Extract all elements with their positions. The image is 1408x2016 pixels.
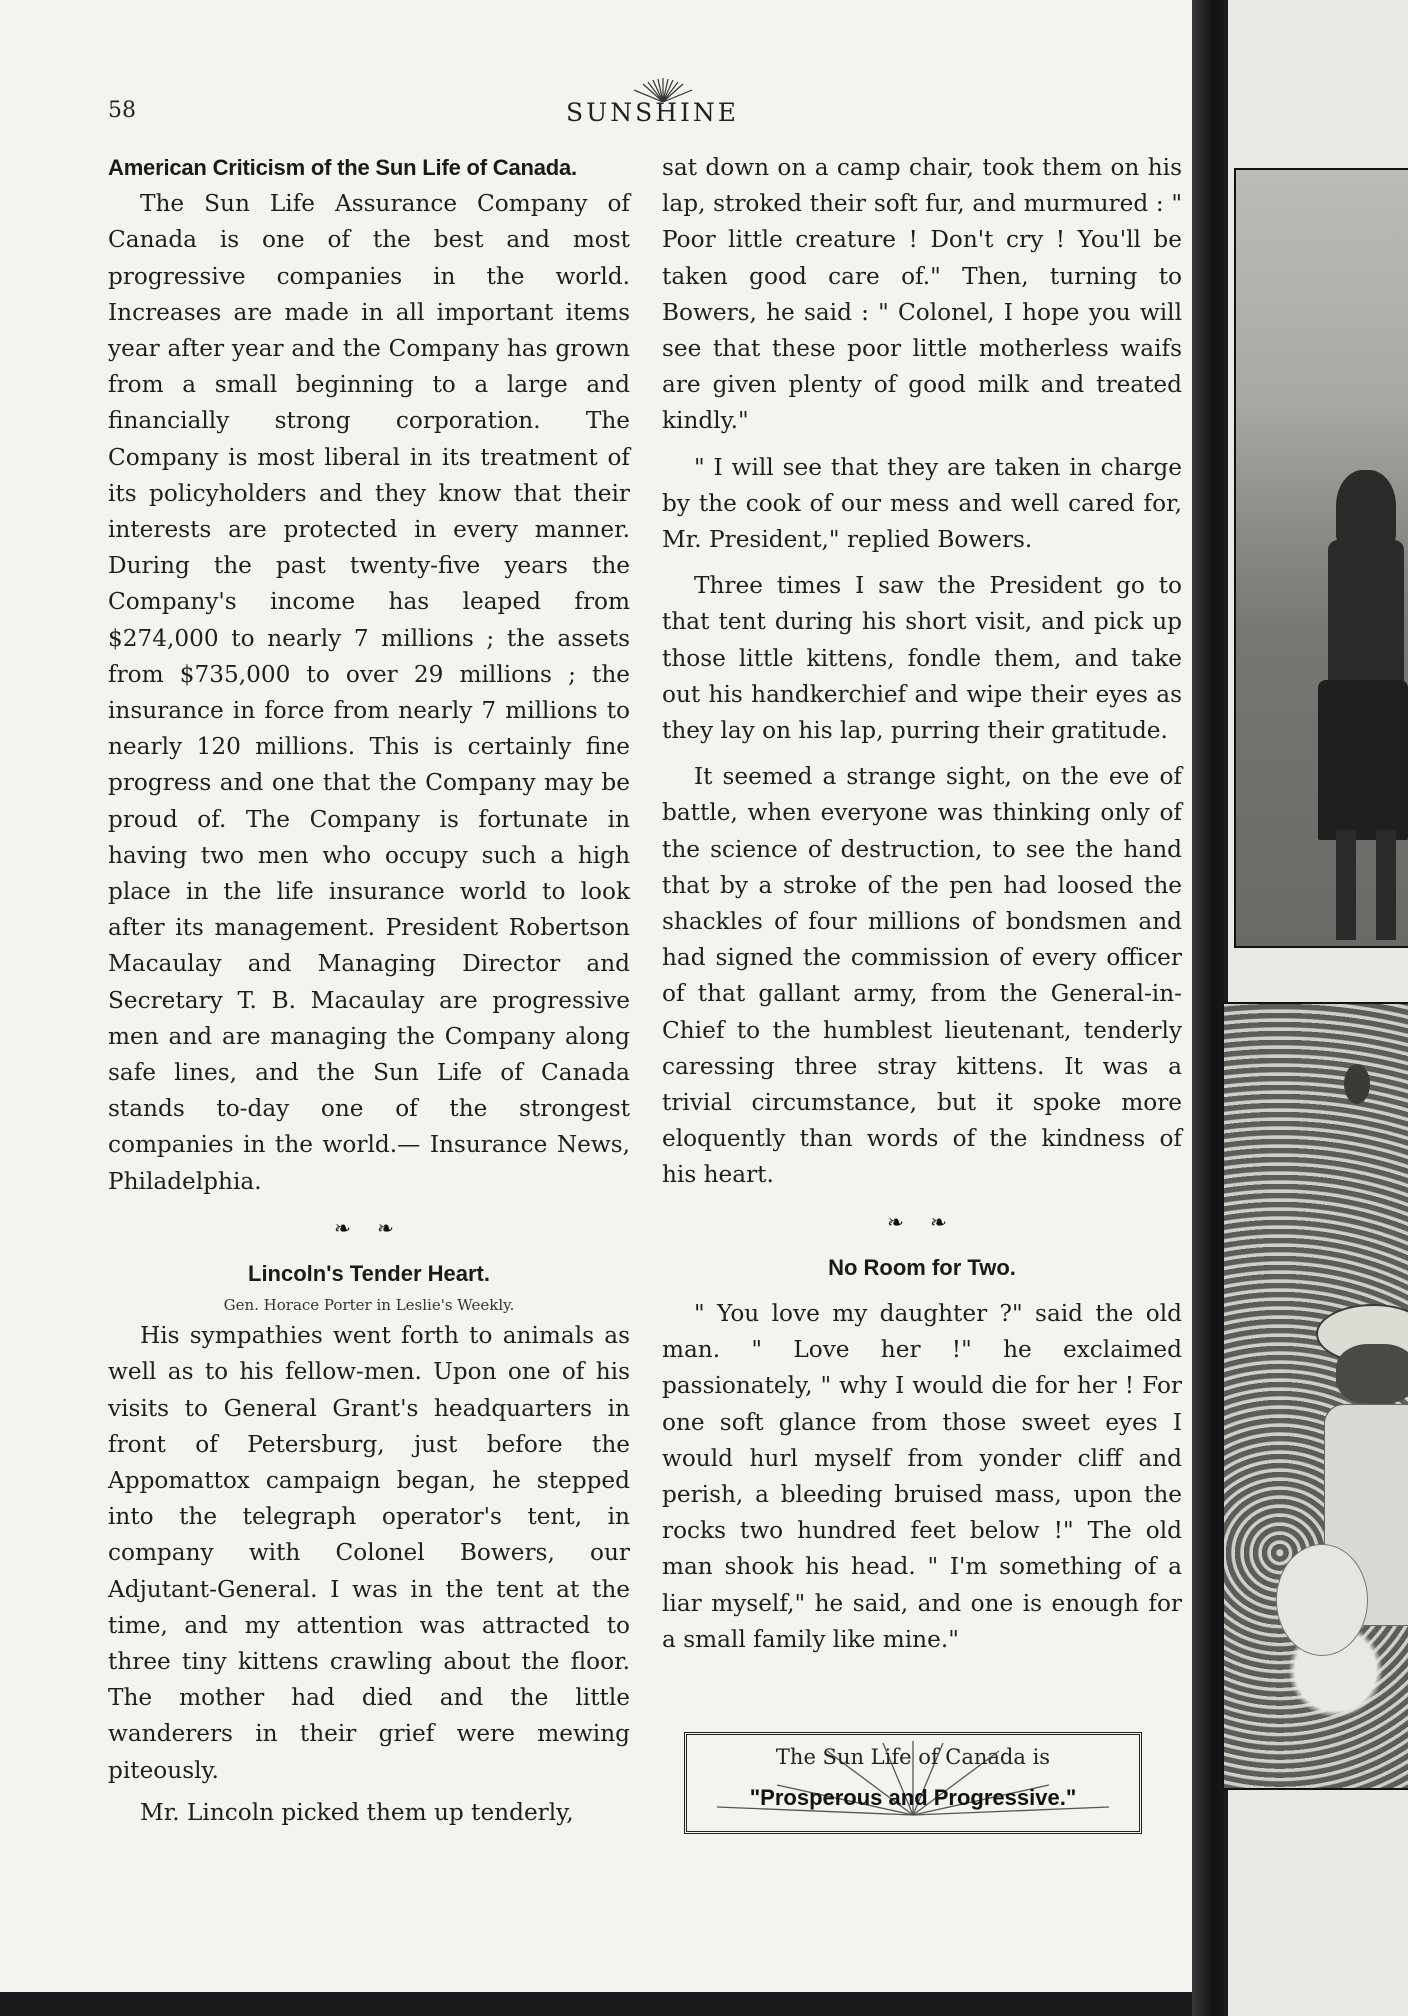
article-byline: Gen. Horace Porter in Leslie's Weekly. — [223, 1296, 515, 1315]
advert-line-2: "Prosperous and Progressive." — [749, 1785, 1077, 1810]
article-paragraph: Mr. Lincoln picked them up tenderly, — [140, 1798, 574, 1826]
article-paragraph: " I will see that they are taken in charge by the cook of our mess and well cared for, Mr. President," replied Bowers. — [662, 453, 1182, 554]
advert-line-1: The Sun Life of Canada is — [775, 1745, 1051, 1769]
article-title: American Criticism of the Sun Life of Canada. — [108, 155, 577, 180]
column-right — [662, 150, 1182, 1658]
photo-man-in-flower-field — [1222, 1002, 1408, 1790]
page-number: 58 — [108, 98, 136, 123]
advert-box — [684, 1732, 1142, 1834]
article-title: No Room for Two. — [828, 1254, 1016, 1280]
article-paragraph: " You love my daughter ?" said the old man. " Love her !" he exclaimed passionately, " why I would die for her ! For one soft glance from those sweet eyes I would hurl myself from yonder cliff and perish, a bleeding bruised mass, upon the rocks two hundred feet below !" The old man shook his head. " I'm something of a liar myself," he said, and one is enough for a small family like mine." — [662, 1299, 1182, 1653]
article-title: Lincoln's Tender Heart. — [248, 1260, 490, 1286]
photo-woman-by-water — [1234, 168, 1408, 948]
scan-edge-bottom — [0, 1992, 1192, 2016]
article-paragraph: The Sun Life Assurance Company of Canada is one of the best and most progressive companies in the world. Increases are made in all important items year after year and the Company has grown from a small beginning to a large and financially strong corporation. The Company is most liberal in its treatment of its policyholders and they know that their interests are protected in every manner. During the past twenty-five years the Company's income has leaped from $274,000 to nearly 7 millions ; the assets from $735,000 to over 29 millions ; the insurance in force from nearly 7 millions to nearly 120 millions. This is certainly fine progress and one that the Company may be proud of. The Company is fortunate in having two men who occupy such a high place in the life insurance world to look after its management. President Robertson Macaulay and Managing Director and Secretary T. B. Macaulay are progressive men and are managing the Company along safe lines, and the Sun Life of Canada stands to-day one of the strongest companies in the world.— Insurance News, Philadelphia. — [108, 190, 630, 1195]
column-left — [108, 150, 630, 1831]
masthead: SUNSHINE — [566, 98, 739, 127]
article-paragraph: Three times I saw the President go to that tent during his short visit, and pick up those little kittens, fondle them, and take out his handkerchief and wipe their eyes as they lay on his lap, purring their gratitude. — [662, 572, 1182, 745]
article-paragraph: It seemed a strange sight, on the eve of battle, when everyone was thinking only of the science of destruction, to see the hand that by a stroke of the pen had loosed the shackles of four millions of bondsmen and had signed the commission of every officer of that gallant army, from the General-in-Chief to the humblest lieutenant, tenderly caressing three stray kittens. It was a trivial circumstance, but it spoke more eloquently than words of the kindness of his heart. — [662, 763, 1182, 1189]
ornament: ❧ ❧ — [334, 1215, 404, 1240]
ornament: ❧ ❧ — [887, 1209, 957, 1234]
article-paragraph: sat down on a camp chair, took them on his lap, stroked their soft fur, and murmured : " Poor little creature ! Don't cry ! You'll be taken good care of." Then, turning to Bowers, he said : " Colonel, I hope you will see that these poor little motherless waifs are given plenty of good milk and treated kindly." — [662, 154, 1182, 435]
article-paragraph: His sympathies went forth to animals as well as to his fellow-men. Upon one of his visits to General Grant's headquarters in front of Petersburg, just before the Appomattox campaign began, he stepped into the telegraph operator's tent, in company with Colonel Bowers, our Adjutant-General. I was in the tent at the time, and my attention was attracted to three tiny kittens crawling about the floor. The mother had died and the little wanderers in their grief were mewing piteously. — [108, 1322, 630, 1784]
